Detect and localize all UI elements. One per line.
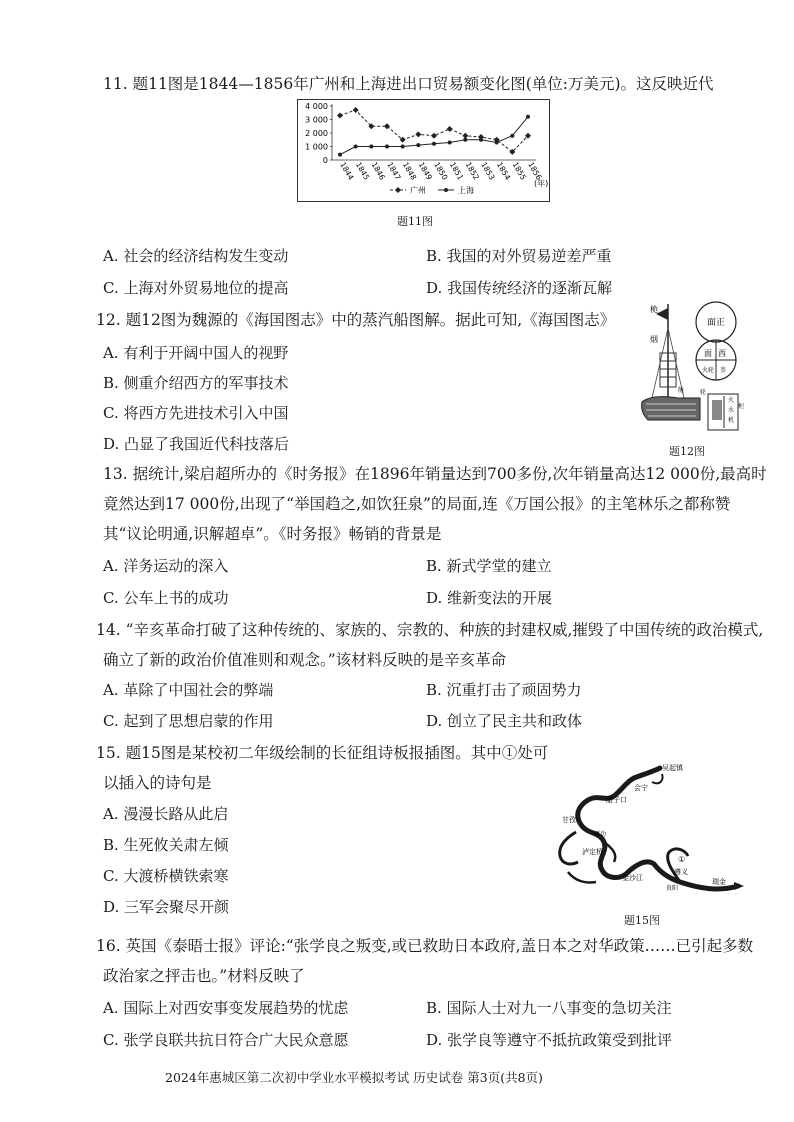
q16-option-c[interactable]: C. 张学良联共抗日符合广大民众意愿 xyxy=(103,1031,349,1049)
fig15-place-ganzi: 甘孜 xyxy=(562,816,576,824)
fig15-place-wuqi: 吴起镇 xyxy=(662,764,683,772)
trade-line-chart xyxy=(298,100,549,201)
point-上海-1844 xyxy=(338,153,342,157)
page-footer: 2024年惠城区第二次初中学业水平模拟考试 历史试卷 第3页(共8页) xyxy=(165,1070,543,1085)
question-15-line-1: 15. 题15图是某校初二年级绘制的长征组诗板报插图。其中①处可 xyxy=(96,744,549,762)
y-tick-label: 2 000 xyxy=(305,129,328,138)
q11-option-b[interactable]: B. 我国的对外贸易逆差严重 xyxy=(426,247,612,265)
point-上海-1852 xyxy=(463,138,467,142)
fig12-label-side: 面 xyxy=(704,349,712,358)
point-上海-1846 xyxy=(369,145,373,149)
figure-11-caption: 题11图 xyxy=(397,215,433,228)
point-上海-1855 xyxy=(510,134,514,138)
fig15-place-ruijin: 瑞金 xyxy=(712,878,726,886)
y-tick-label: 0 xyxy=(322,156,328,165)
q13-option-a[interactable]: A. 洋务运动的深入 xyxy=(103,557,229,575)
legend-label-shanghai: 上海 xyxy=(458,186,474,195)
point-上海-1847 xyxy=(385,145,389,149)
fig15-place-jinsha: 金沙江 xyxy=(622,874,643,882)
q11-option-c[interactable]: C. 上海对外贸易地位的提高 xyxy=(103,279,289,297)
q14-option-a[interactable]: A. 革除了中国社会的弊端 xyxy=(103,681,274,699)
fig12-label-engine: 机 xyxy=(728,417,735,424)
fig12-label-water: 水 xyxy=(728,407,735,414)
fig15-place-maogong: 懋功 xyxy=(594,831,607,838)
question-15-line-2: 以插入的诗句是 xyxy=(103,774,212,792)
figure-11-chart xyxy=(297,99,550,202)
point-广州-1850 xyxy=(431,133,437,139)
q12-option-b[interactable]: B. 侧重介绍西方的军事技术 xyxy=(103,374,289,392)
point-广州-1845 xyxy=(353,107,359,113)
question-13-line-3: 其“议论明通,识解超卓”。《时务报》畅销的背景是 xyxy=(103,525,442,543)
fig12-label-west: 西 xyxy=(718,349,726,358)
q13-option-d[interactable]: D. 维新变法的开展 xyxy=(426,589,553,607)
point-上海-1854 xyxy=(495,140,499,144)
fig12-label-mast: 桅 xyxy=(650,305,658,314)
q16-option-a[interactable]: A. 国际上对西安事变发展趋势的忧虑 xyxy=(103,999,349,1017)
x-tick-label: 1855 xyxy=(510,160,528,182)
q15-option-b[interactable]: B. 生死攸关肃左倾 xyxy=(103,836,229,854)
x-tick-label: 1852 xyxy=(463,160,481,182)
legend-marker-shanghai xyxy=(444,188,448,192)
point-广州-1851 xyxy=(447,126,453,132)
x-axis-label: (年) xyxy=(534,179,549,188)
point-上海-1845 xyxy=(354,145,358,149)
fig12-label-cabinet: 柜 xyxy=(738,403,745,410)
point-上海-1849 xyxy=(416,143,420,147)
fig12-label-front: 面正 xyxy=(707,318,726,328)
q16-option-b[interactable]: B. 国际人士对九一八事变的急切关注 xyxy=(426,999,672,1017)
fig12-label-boiler: 釜 xyxy=(720,367,727,374)
point-上海-1853 xyxy=(479,138,483,142)
q14-option-c[interactable]: C. 起到了思想启蒙的作用 xyxy=(103,712,274,730)
question-14-line-2: 确立了新的政治价值准则和观念。”该材料反映的是辛亥革命 xyxy=(103,651,507,669)
q15-option-a[interactable]: A. 漫漫长路从此启 xyxy=(103,805,229,823)
x-tick-label: 1853 xyxy=(479,160,497,182)
figure-15-long-march-map xyxy=(548,762,746,904)
figure-12-steamship xyxy=(638,298,748,440)
point-上海-1851 xyxy=(448,140,452,144)
y-tick-label: 3 000 xyxy=(305,115,328,125)
point-上海-1850 xyxy=(432,142,436,146)
fig12-label-fire: 火 xyxy=(728,397,735,404)
fig15-place-luding: 泸定桥 xyxy=(582,848,603,856)
x-tick-label: 1845 xyxy=(353,160,372,182)
question-13-line-2: 竟然达到17 000份,出现了“举国趋之,如饮狂泉”的局面,连《万国公报》的主笔林乐之都称赞 xyxy=(103,495,731,513)
point-广州-1849 xyxy=(415,131,421,137)
fig12-label-paddle: 轮 xyxy=(700,389,707,396)
fig15-place-huining: 会宁 xyxy=(634,784,648,792)
point-上海-1848 xyxy=(401,145,405,149)
q14-option-d[interactable]: D. 创立了民主共和政体 xyxy=(426,712,583,730)
x-tick-label: 1854 xyxy=(494,160,513,182)
y-tick-label: 1 000 xyxy=(305,142,328,152)
x-tick-label: 1847 xyxy=(385,160,403,182)
fig15-place-lazikou: 腊子口 xyxy=(606,796,627,804)
fig12-label-wheel: 火轮 xyxy=(702,367,715,374)
q12-option-a[interactable]: A. 有利于开阔中国人的视野 xyxy=(103,344,289,362)
q11-option-a[interactable]: A. 社会的经济结构发生变动 xyxy=(103,247,289,265)
point-广州-1844 xyxy=(337,112,343,118)
x-tick-label: 1851 xyxy=(447,160,466,182)
steamship-illustration xyxy=(638,298,748,440)
q11-option-d[interactable]: D. 我国传统经济的逐渐瓦解 xyxy=(426,279,613,297)
y-tick-label: 4 000 xyxy=(305,102,328,111)
legend-label-guangzhou: 广州 xyxy=(410,186,426,195)
fig15-place-guiyang: 贵阳 xyxy=(666,885,679,892)
question-16-line-1: 16. 英国《泰晤士报》评论:“张学良之叛变,或已救助日本政府,盖日本之对华政策……已引起多数 xyxy=(96,937,754,955)
q14-option-b[interactable]: B. 沉重打击了顽固势力 xyxy=(426,681,582,699)
figure-15-caption: 题15图 xyxy=(624,914,660,927)
question-16-line-2: 政治家之抨击也。”材料反映了 xyxy=(103,967,305,985)
legend-marker-guangzhou xyxy=(395,187,401,193)
x-tick-label: 1846 xyxy=(369,160,387,182)
fig15-marker-1: ① xyxy=(678,855,686,864)
figure-12-caption: 题12图 xyxy=(669,445,705,458)
fig15-place-zunyi: 遵义 xyxy=(674,868,688,876)
x-tick-label: 1844 xyxy=(338,160,356,182)
x-tick-label: 1849 xyxy=(416,160,434,182)
fig12-label-cabin: 舱 xyxy=(678,387,685,394)
fig12-label-chimney: 烟 xyxy=(650,335,658,344)
q12-option-c[interactable]: C. 将西方先进技术引入中国 xyxy=(103,404,289,422)
q13-option-b[interactable]: B. 新式学堂的建立 xyxy=(426,557,552,575)
long-march-route-illustration xyxy=(548,762,746,904)
x-tick-label: 1850 xyxy=(432,160,450,182)
q15-option-c[interactable]: C. 大渡桥横铁索寒 xyxy=(103,867,229,885)
x-tick-label: 1848 xyxy=(400,160,419,182)
q16-option-d[interactable]: D. 张学良等遵守不抵抗政策受到批评 xyxy=(426,1031,673,1049)
x-tick-label: 1856 xyxy=(526,160,544,182)
question-11-stem: 11. 题11图是1844—1856年广州和上海进出口贸易额变化图(单位:万美元)。这反映近代 xyxy=(103,75,714,93)
point-上海-1856 xyxy=(526,115,530,119)
question-13-line-1: 13. 据统计,梁启超所办的《时务报》在1896年销量达到700多份,次年销量高达12 000份,最高时 xyxy=(103,465,767,483)
q15-option-d[interactable]: D. 三军会聚尽开颜 xyxy=(103,898,230,916)
question-12-stem: 12. 题12图为魏源的《海国图志》中的蒸汽船图解。据此可知,《海国图志》 xyxy=(96,311,616,329)
q12-option-d[interactable]: D. 凸显了我国近代科技落后 xyxy=(103,435,290,453)
question-14-line-1: 14. “辛亥革命打破了这种传统的、家族的、宗教的、种族的封建权威,摧毁了中国传统的政治模式, xyxy=(96,621,764,639)
q13-option-c[interactable]: C. 公车上书的成功 xyxy=(103,589,229,607)
